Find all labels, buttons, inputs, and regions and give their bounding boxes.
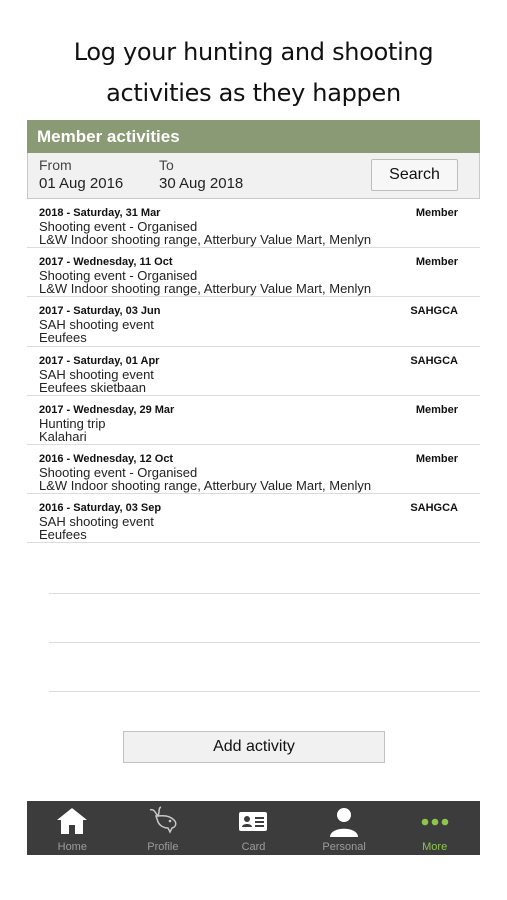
date-filter-bar bbox=[27, 153, 480, 199]
activity-type: SAHGCA bbox=[410, 354, 458, 367]
tab-bar bbox=[27, 801, 480, 855]
promo-line-2: activities as they happen bbox=[106, 79, 401, 107]
tab-label: Personal bbox=[322, 841, 366, 853]
tab-personal[interactable] bbox=[299, 801, 390, 855]
promo-caption bbox=[0, 0, 507, 120]
list-item[interactable] bbox=[27, 248, 480, 297]
add-activity-button[interactable]: Add activity bbox=[123, 731, 385, 763]
activity-type: Member bbox=[415, 403, 458, 416]
empty-row-divider bbox=[49, 642, 480, 643]
activity-event: Shooting event - Organised bbox=[39, 219, 198, 234]
activity-location: Eeufees bbox=[39, 330, 87, 346]
list-item[interactable] bbox=[27, 445, 480, 494]
to-date-field[interactable]: 30 Aug 2018 bbox=[159, 175, 244, 192]
activity-date: 2018 - Saturday, 31 Mar bbox=[39, 207, 161, 219]
activity-type: SAHGCA bbox=[410, 502, 458, 515]
activity-location: L&W Indoor shooting range, Atterbury Value Mart, Menlyn bbox=[39, 281, 372, 297]
activity-date: 2017 - Saturday, 01 Apr bbox=[39, 354, 160, 367]
empty-row-divider bbox=[49, 691, 480, 692]
search-button[interactable]: Search bbox=[371, 159, 458, 191]
activity-event: Shooting event - Organised bbox=[39, 464, 198, 480]
activity-type: SAHGCA bbox=[410, 305, 458, 318]
tab-card[interactable] bbox=[208, 801, 299, 855]
activity-type: Member bbox=[415, 256, 458, 269]
activity-event: Shooting event - Organised bbox=[39, 268, 198, 284]
list-item[interactable] bbox=[27, 396, 480, 445]
activity-location: L&W Indoor shooting range, Atterbury Value Mart, Menlyn bbox=[39, 477, 372, 493]
tab-label: Home bbox=[57, 841, 87, 853]
activity-event: SAH shooting event bbox=[39, 514, 154, 530]
activity-location: Eeufees bbox=[39, 527, 87, 543]
activity-type: Member bbox=[415, 452, 458, 465]
activity-date: 2016 - Wednesday, 12 Oct bbox=[39, 452, 174, 465]
activity-location: Eeufees skietbaan bbox=[39, 379, 146, 395]
empty-row-divider bbox=[49, 593, 480, 594]
activity-event: Hunting trip bbox=[39, 415, 106, 431]
activity-date: 2016 - Saturday, 03 Sep bbox=[39, 502, 162, 515]
more-dots-icon bbox=[418, 806, 452, 839]
antelope-icon bbox=[146, 806, 180, 839]
list-item[interactable] bbox=[27, 494, 480, 543]
activity-event: SAH shooting event bbox=[39, 366, 154, 382]
tab-profile[interactable] bbox=[118, 801, 209, 855]
promo-line-1: Log your hunting and shooting bbox=[73, 38, 434, 66]
to-label: To bbox=[159, 157, 174, 173]
tab-more[interactable] bbox=[389, 801, 480, 855]
person-icon bbox=[327, 806, 361, 841]
page-title: Member activities bbox=[27, 120, 480, 153]
activity-date: 2017 - Saturday, 03 Jun bbox=[39, 305, 161, 318]
tab-label: More bbox=[422, 841, 448, 853]
tab-home[interactable] bbox=[27, 801, 118, 855]
id-card-icon bbox=[236, 806, 270, 839]
from-label: From bbox=[39, 157, 72, 173]
tab-label: Card bbox=[241, 841, 266, 853]
list-item[interactable] bbox=[27, 297, 480, 346]
activity-location: Kalahari bbox=[39, 428, 87, 444]
activity-date: 2017 - Wednesday, 11 Oct bbox=[39, 256, 173, 269]
from-date-field[interactable]: 01 Aug 2016 bbox=[39, 175, 124, 192]
activity-type: Member bbox=[415, 207, 458, 219]
activity-list bbox=[27, 199, 480, 543]
activity-event: SAH shooting event bbox=[39, 317, 154, 333]
app-screen bbox=[27, 120, 480, 855]
home-icon bbox=[55, 806, 89, 839]
activity-location: L&W Indoor shooting range, Atterbury Value Mart, Menlyn bbox=[39, 232, 372, 247]
list-item[interactable] bbox=[27, 347, 480, 396]
tab-label: Profile bbox=[147, 841, 179, 853]
list-item[interactable] bbox=[27, 199, 480, 248]
activity-date: 2017 - Wednesday, 29 Mar bbox=[39, 403, 175, 416]
